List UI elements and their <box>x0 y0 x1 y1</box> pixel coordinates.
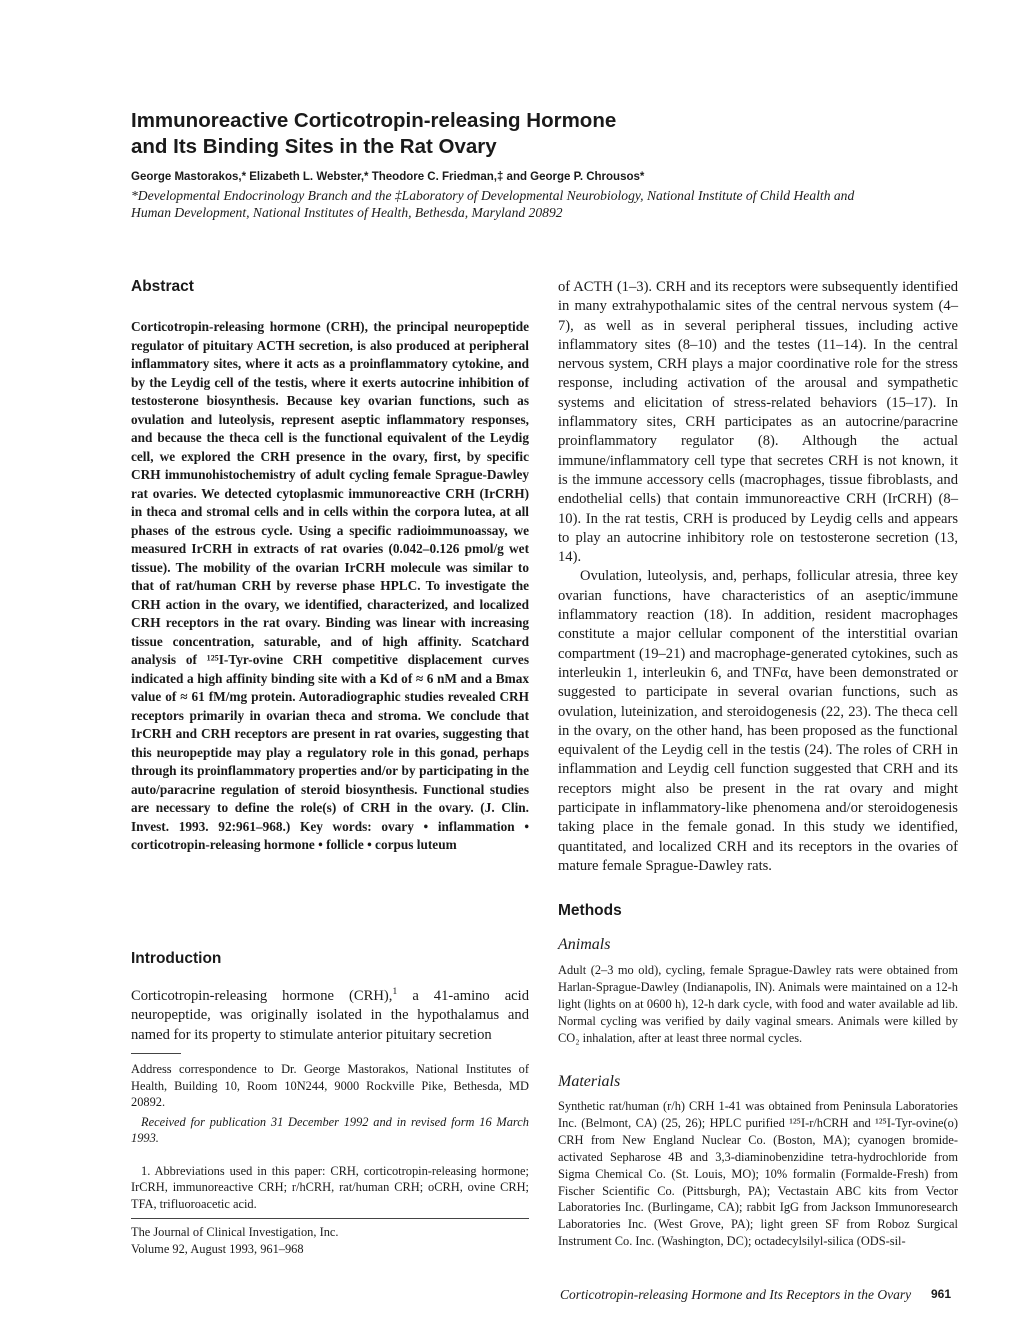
animals-subheading: Animals <box>558 936 611 953</box>
methods-heading: Methods <box>558 902 622 919</box>
abstract-heading: Abstract <box>131 278 194 295</box>
journal-info <box>131 1224 529 1257</box>
author-list: George Mastorakos,* Elizabeth L. Webster,* Theodore C. Friedman,‡ and George P. Chrousos* <box>131 171 645 183</box>
materials-text: Synthetic rat/human (r/h) CRH 1-41 was obtained from Peninsula Laboratories Inc. (Belmont, CA) (25, 26); HPLC purified ¹²⁵I-r/hCRH and ¹²⁵I-Tyr-ovine(o) CRH from New England Nuclear Co. (Boston, MA); cyanogen bromide-activated Sepharose 4B and 3,3-diaminobenzidine tetra-hydrochloride from Sigma Chemical Co. (St. Louis, MO); 10% formalin (Formalde-Fresh) from Fischer Scientific Co. (Pittsburgh, PA); Vectastain ABC kits from Vector Laboratories Inc. (Burlingame, CA); rabbit IgG from Jackson Immunoresearch Laboratories Inc. (West Grove, PA); light green SF from Roboz Surgical Instrument Co. Inc. (Washington, DC); octadecylsilyl-silica (ODS-sil- <box>558 1099 958 1249</box>
abstract-text: Corticotropin-releasing hormone (CRH), the principal neuropeptide regulator of pituitary ACTH secretion, is also produced at peripheral inflammatory sites, where it acts as a proinflammatory cytokine, and by the Leydig cell of the testis, where it exerts autocrine inhibition of testosterone biosynthesis. Because key ovarian functions, such as ovulation and luteolysis, represent aseptic inflammatory responses, and because the theca cell is the functional equivalent of the Leydig cell, we explored the CRH presence in the ovary, first, by specific CRH immunohistochemistry of adult cycling female Sprague-Dawley rat ovaries. We detected cytoplasmic immunoreactive CRH (IrCRH) in theca and stromal cells and in cells within the corpora lutea, at all phases of the estrous cycle. Using a specific radioimmunoassay, we measured IrCRH in extracts of rat ovaries (0.042–0.126 pmol/g wet tissue). The mobility of the ovarian IrCRH molecule was similar to that of rat/human CRH by reverse phase HPLC. To investigate the CRH action in the ovary, we identified, characterized, and localized CRH receptors in the rat ovary. Binding was linear with increasing tissue concentration, saturable, and of high affinity. Scatchard analysis of ¹²⁵I-Tyr-ovine CRH competitive displacement curves indicated a high affinity binding site with a Kd of ≈ 6 nM and a Bmax value of ≈ 61 fM/mg protein. Autoradiographic studies revealed CRH receptors primarily in ovarian theca and stroma. We conclude that IrCRH and CRH receptors are present in rat ovaries, suggesting that this neuropeptide may play a regulatory role in this gonad, perhaps through its proinflammatory properties and/or by participating in the auto/paracrine regulation of steroid biosynthesis. Functional studies are necessary to define the role(s) of CRH in the ovary. (J. Clin. Invest. 1993. 92:961–968.) Key words: ovary • inflammation • corticotropin-releasing hormone • follicle • corpus luteum <box>131 319 529 852</box>
introduction-text-start: Corticotropin-releasing hormone (CRH), <box>131 988 393 1004</box>
footnote-ref: 1 <box>392 986 398 998</box>
journal-info-line-2: Volume 92, August 1993, 961–968 <box>131 1241 304 1256</box>
intro-continuation <box>558 278 958 876</box>
journal-info-line-1: The Journal of Clinical Investigation, Inc. <box>131 1225 339 1239</box>
page-number: 961 <box>931 1287 952 1301</box>
footnotes <box>131 1061 529 1212</box>
received-note: Received for publication 31 December 1992 and in revised form 16 March 1993. <box>131 1114 529 1145</box>
footnote-divider <box>131 1053 181 1054</box>
materials-subheading: Materials <box>558 1073 621 1090</box>
title-line-2: and Its Binding Sites in the Rat Ovary <box>131 135 497 158</box>
animals-text: Adult (2–3 mo old), cycling, female Sprague-Dawley rats were obtained from Harlan-Sprague-Dawley (Indianapolis, IN). Animals were maintained on a 12-h light (lights on at 0600 h), 12-h dark cycle, with food and water available ad lib. Normal cycling was verified by daily vaginal smears. Animals were killed by CO₂ inhalation, after at least three normal cycles. <box>558 963 958 1045</box>
affiliation-line-1: *Developmental Endocrinology Branch and the ‡Laboratory of Developmental Neurobiology, National Institute of Child Health and <box>131 188 855 203</box>
abbreviations-note: 1. Abbreviations used in this paper: CRH, corticotropin-releasing hormone; IrCRH, immunoreactive CRH; r/hCRH, rat/human CRH; oCRH, ovine CRH; TFA, trifluoroacetic acid. <box>131 1163 529 1211</box>
introduction-text <box>131 987 529 1045</box>
intro-paragraph-2: Ovulation, luteolysis, and, perhaps, follicular atresia, three key ovarian functions, have characteristics of an aseptic/immune inflammatory reaction (18). In addition, resident macrophages constitute a major cellular component of the interstitial ovarian compartment (19–21) and macrophage-generated cytokines, such as interleukin 1, interleukin 6, and TNFα, have been demonstrated or suggested to participate in several ovarian functions, such as ovulation, luteinization, and steroidogenesis (22, 23). The theca cell in the ovary, on the other hand, has been proposed as the functional equivalent of the Leydig cell in the testis (24). The roles of CRH in inflammation and Leydig cell function suggested that CRH and its receptors might also be present in the rat ovary and might participate in inflammatory-like phenomena and/or steroidogenesis taking place in the female gonad. In this study we identified, quantitated, and localized CRH and its receptors in the ovaries of mature female Sprague-Dawley rats. <box>558 568 958 874</box>
article-title <box>131 108 891 160</box>
affiliation-line-2: Human Development, National Institutes of Health, Bethesda, Maryland 20892 <box>131 205 563 220</box>
introduction-heading: Introduction <box>131 950 222 967</box>
introduction-text-rest: a 41-amino acid neuropeptide, was originally isolated in the hypothalamus and named for its property to stimulate anterior pituitary secretion <box>131 988 529 1043</box>
affiliation <box>131 187 961 221</box>
intro-paragraph-1: of ACTH (1–3). CRH and its receptors were subsequently identified in many extrahypothalamic sites of the central nervous system (4–7), as well as in several peripheral tissues, including active inflammatory sites (8–10) and the testes (11–14). In the central nervous system, CRH plays a major coordinative role for the stress response, including activation of the arousal and sympathetic systems and elicitation of stress-related behaviors (15–17). In inflammatory sites, CRH participates as an autocrine/paracrine proinflammatory regulator (8). Although the actual immune/inflammatory cell type that secretes CRH is not known, it is the immune accessory cells (macrophages, tissue fibroblasts, and endothelial cells) that contain immunoreactive CRH (IrCRH) (8–10). In the rat testis, CRH is produced by Leydig cells and appears to play an autocrine inhibitory role on testosterone secretion (13, 14). <box>558 279 958 566</box>
title-line-1: Immunoreactive Corticotropin-releasing Hormone <box>131 109 617 132</box>
journal-divider <box>131 1218 529 1219</box>
running-footer: Corticotropin-releasing Hormone and Its Receptors in the Ovary <box>560 1287 912 1302</box>
correspondence-note: Address correspondence to Dr. George Mastorakos, National Institutes of Health, Building 10, Room 10N244, 9000 Rockville Pike, Bethesda, MD 20892. <box>131 1062 529 1109</box>
